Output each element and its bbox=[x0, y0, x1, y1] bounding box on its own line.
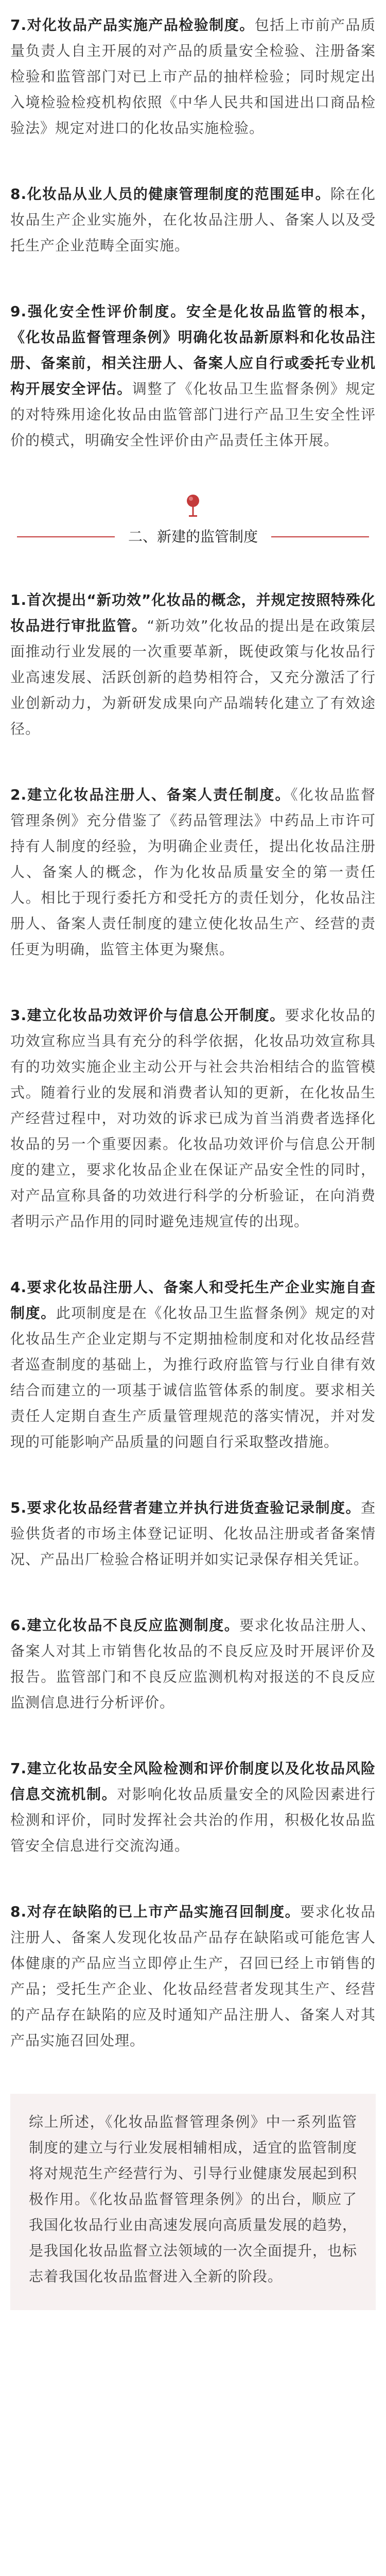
paragraph-lead: 8.对存在缺陷的已上市产品实施召回制度。 bbox=[10, 1903, 301, 1920]
new-paragraph-7 bbox=[10, 1756, 376, 1859]
paragraph-body: 要求化妆品注册人、备案人对其上市销售化妆品的不良反应及时开展评价及报告。监管部门和不良反应监测机构对报送的不良反应监测信息进行分析评价。 bbox=[10, 1617, 376, 1711]
section-title-row bbox=[10, 527, 376, 547]
paragraph-body: 查验供货者的市场主体登记证明、化妆品注册或者备案情况、产品出厂检验合格证明并如实记录保存相关凭证。 bbox=[10, 1499, 376, 1568]
paragraph-lead: 7.对化妆品产品实施产品检验制度。 bbox=[10, 16, 255, 33]
new-paragraph-8 bbox=[10, 1899, 376, 2054]
intro-paragraph-8 bbox=[10, 181, 376, 259]
new-paragraph-3 bbox=[10, 1003, 376, 1234]
paragraph-lead: 1.首次提出“新功效”化妆品的概念，并规定按照特殊化妆品进行审批监管。 bbox=[10, 591, 376, 634]
paragraph-lead: 2.建立化妆品注册人、备案人责任制度。 bbox=[10, 786, 291, 803]
divider-right bbox=[271, 536, 369, 537]
paragraph-lead: 6.建立化妆品不良反应监测制度。 bbox=[10, 1617, 240, 1634]
paragraph-lead: 8.化妆品从业人员的健康管理制度的范围延申。 bbox=[10, 185, 331, 202]
paragraph-body: 要求化妆品注册人、备案人发现化妆品产品存在缺陷或可能危害人体健康的产品应当立即停止生产，召回已经上市销售的产品；受托生产企业、化妆品经营者发现其生产、经营的产品存在缺陷的应及时通知产品注册人、备案人对其产品实施召回处理。 bbox=[10, 1903, 376, 2049]
paragraph-body: 调整了《化妆品卫生监督条例》规定的对特殊用途化妆品由监管部门进行产品卫生安全性评价的模式，明确安全性评价由产品责任主体开展。 bbox=[10, 380, 376, 449]
section-header bbox=[10, 494, 376, 547]
summary-box: 综上所述，《化妆品监督管理条例》中一系列监管制度的建立与行业发展相辅相成，适宜的监管制度将对规范生产经营行为、引导行业健康发展起到积极作用。《化妆品监督管理条例》的出台，顺应了我国化妆品行业由高速发展向高质量发展的趋势，是我国化妆品监督立法领域的一次全面提升，也标志着我国化妆品监督进入全新的阶段。 bbox=[10, 2094, 376, 2310]
intro-paragraph-9 bbox=[10, 299, 376, 453]
new-paragraph-5 bbox=[10, 1495, 376, 1572]
pushpin-icon bbox=[10, 494, 376, 517]
paragraph-lead: 9.强化安全性评价制度。安全是化妆品监管的根本，《化妆品监督管理条例》明确化妆品新原料和化妆品注册、备案前，相关注册人、备案人应自行或委托专业机构开展安全评估。 bbox=[10, 303, 376, 397]
new-paragraph-2 bbox=[10, 782, 376, 962]
intro-paragraph-7 bbox=[10, 12, 376, 141]
new-paragraph-4 bbox=[10, 1275, 376, 1455]
paragraph-lead: 4.要求化妆品注册人、备案人和受托生产企业实施自查制度。 bbox=[10, 1279, 376, 1321]
new-paragraph-1 bbox=[10, 587, 376, 742]
paragraph-lead: 3.建立化妆品功效评价与信息公开制度。 bbox=[10, 1007, 285, 1024]
paragraph-body: 对影响化妆品质量安全的风险因素进行检测和评价，同时发挥社会共治的作用，积极化妆品监管安全信息进行交流沟通。 bbox=[10, 1786, 376, 1854]
paragraph-body: 除在化妆品生产企业实施外，在化妆品注册人、备案人以及受托生产企业范畴全面实施。 bbox=[10, 185, 376, 254]
paragraph-body: “新功效”化妆品的提出是在政策层面推动行业发展的一次重要革新，既使政策与化妆品行业高速发展、活跃创新的趋势相符合，又充分激活了行业创新动力，为新研发成果向产品端转化建立了有效途径。 bbox=[10, 617, 376, 737]
paragraph-body: 要求化妆品的功效宣称应当具有充分的科学依据，化妆品功效宣称具有的功效实施企业主动公开与社会共治相结合的监管模式。随着行业的发展和消费者认知的更新，在化妆品生产经营过程中，对功效的诉求已成为首当消费者选择化妆品的另一个重要因素。化妆品功效评价与信息公开制度的建立，要求化妆品企业在保证产品安全性的同时，对产品宣称具备的功效进行科学的分析验证，在向消费者明示产品作用的同时避免违规宣传的出现。 bbox=[10, 1007, 376, 1230]
paragraph-lead: 7.建立化妆品安全风险检测和评价制度以及化妆品风险信息交流机制。 bbox=[10, 1760, 376, 1803]
section-title: 二、新建的监管制度 bbox=[128, 528, 258, 545]
new-paragraph-6 bbox=[10, 1613, 376, 1716]
paragraph-body: 此项制度是在《化妆品卫生监督条例》规定的对化妆品生产企业定期与不定期抽检制度和对化妆品经营者巡查制度的基础上，为推行政府监管与行业自律有效结合而建立的一项基于诚信监管体系的制度。要求相关责任人定期自查生产质量管理规范的落实情况，并对发现的可能影响产品质量的问题自行采取整改措施。 bbox=[10, 1304, 376, 1450]
paragraph-body: 《化妆品监督管理条例》充分借鉴了《药品管理法》中药品上市许可持有人制度的经验，为明确企业责任，提出化妆品注册人、备案人的概念，作为化妆品质量安全的第一责任人。相比于现行委托方和受托方的责任划分，化妆品注册人、备案人责任制度的建立使化妆品生产、经营的责任更为明确，监管主体更为聚焦。 bbox=[10, 786, 376, 958]
divider-left bbox=[17, 536, 115, 537]
paragraph-lead: 5.要求化妆品经营者建立并执行进货查验记录制度。 bbox=[10, 1499, 361, 1516]
paragraph-body: 包括上市前产品质量负责人自主开展的对产品的质量安全检验、注册备案检验和监管部门对已上市产品的抽样检验；同时规定出入境检验检疫机构依照《中华人民共和国进出口商品检验法》规定对进口的化妆品实施检验。 bbox=[10, 16, 376, 137]
